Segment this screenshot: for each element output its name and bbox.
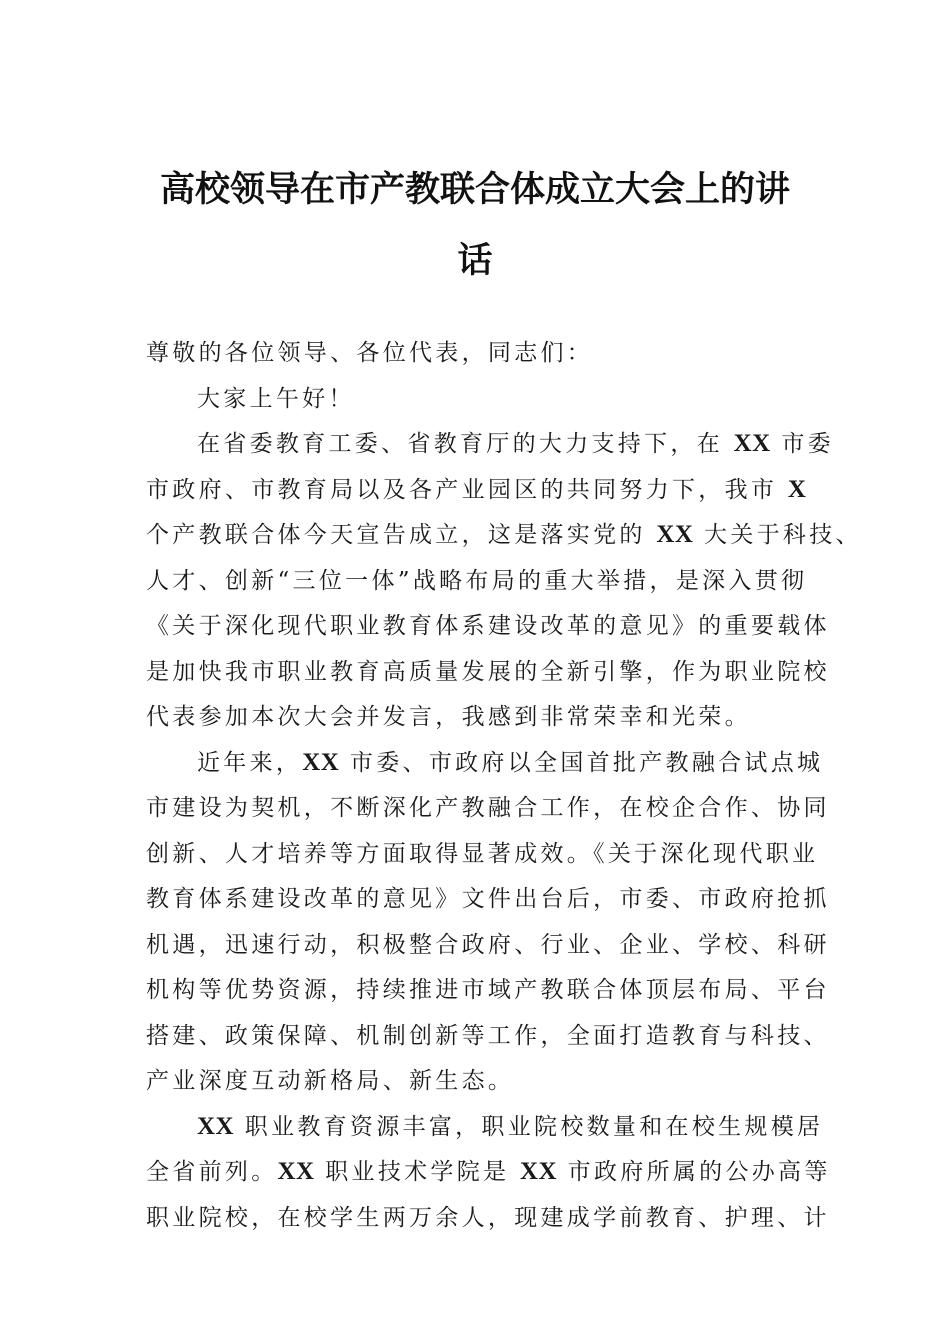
paragraph-1-line: 在省委教育工委、省教育厅的大力支持下，在 XX 市委	[197, 430, 834, 457]
paragraph-3-line: XX 职业教育资源丰富，职业院校数量和在校生规模居	[197, 1112, 824, 1140]
placeholder-text: XX	[277, 1158, 315, 1185]
greeting-line: 大家上午好！	[197, 385, 355, 412]
placeholder-text: XX	[656, 521, 694, 548]
salutation-line: 尊敬的各位领导、各位代表，同志们：	[146, 340, 594, 366]
paragraph-1-line: 人才、创新“三位一体”战略布局的重大举措，是深入贯彻	[146, 567, 808, 594]
placeholder-text: XX	[197, 1112, 235, 1140]
paragraph-1-line: 代表参加本次大会并发言，我感到非常荣幸和光荣。	[146, 704, 751, 730]
paragraph-2-line: 近年来，XX 市委、市政府以全国首批产教融合试点城	[197, 748, 824, 776]
placeholder-text: X	[787, 475, 807, 503]
placeholder-text: XX	[519, 1158, 558, 1185]
paragraph-2-line: 教育体系建设改革的意见》文件出台后，市委、市政府抢抓	[146, 886, 830, 912]
paragraph-2-line: 产业深度互动新格局、新生态。	[146, 1068, 515, 1094]
paragraph-2-line: 创新、人才培养等方面取得显著成效。《关于深化现代职业	[146, 840, 819, 867]
paragraph-2-line: 搭建、政策保障、机制创新等工作，全面打造教育与科技、	[146, 1022, 830, 1049]
paragraph-2-line: 机构等优势资源，持续推进市域产教联合体顶层布局、平台	[146, 977, 830, 1003]
document-title-line-2: 话	[457, 240, 493, 281]
paragraph-1-line: 是加快我市职业教育高质量发展的全新引擎，作为职业院校	[146, 658, 830, 685]
paragraph-3-line: 全省前列。XX 职业技术学院是 XX 市政府所属的公办高等	[146, 1158, 831, 1185]
paragraph-3-line: 职业院校，在校学生两万余人，现建成学前教育、护理、计	[146, 1204, 830, 1231]
placeholder-text: XX	[302, 748, 340, 776]
paragraph-2-line: 市建设为契机，不断深化产教融合工作，在校企合作、协同	[146, 795, 830, 821]
document-body	[146, 336, 862, 1246]
paragraph-2-line: 机遇，迅速行动，积极整合政府、行业、企业、学校、科研	[146, 931, 830, 958]
document-title-line-1: 高校领导在市产教联合体成立大会上的讲	[159, 169, 790, 210]
paragraph-1-line: 个产教联合体今天宣告成立，这是落实党的 XX 大关于科技、	[146, 521, 862, 548]
placeholder-text: XX	[733, 430, 771, 457]
paragraph-1-line: 《关于深化现代职业教育体系建设改革的意见》的重要载体	[146, 613, 830, 639]
paragraph-1-line: 市政府、市教育局以及各产业园区的共同努力下，我市 X	[146, 475, 807, 503]
